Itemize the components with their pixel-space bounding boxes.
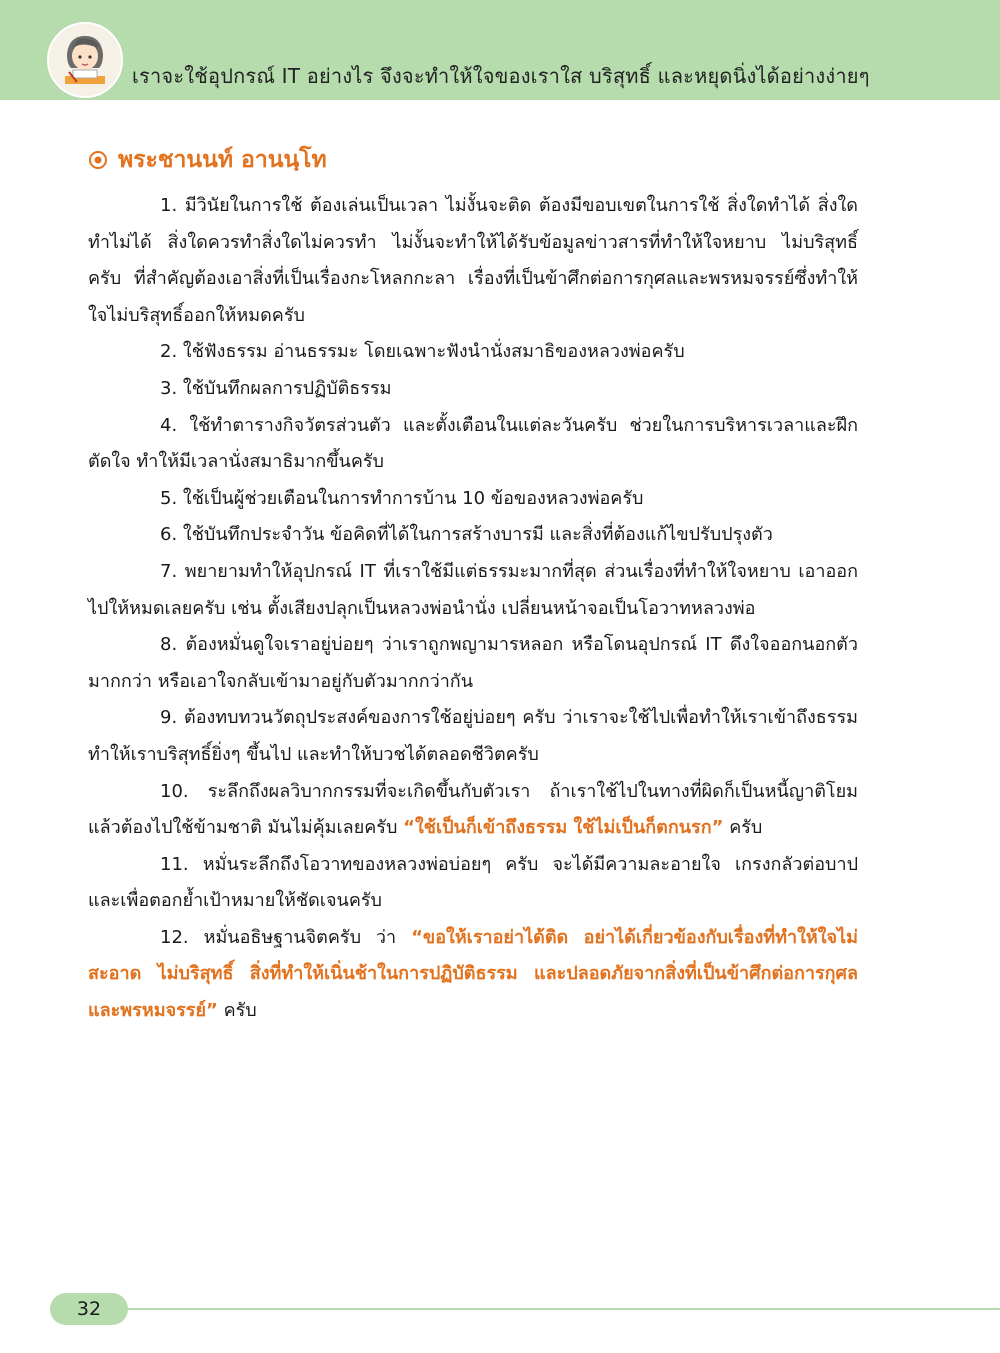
list-item: 4. ใช้ทำตารางกิจวัตรส่วนตัว และตั้งเตือนในแต่ละวันครับ ช่วยในการบริหารเวลาและฝึกตัดใจ ทำให้มีเวลานั่งสมาธิมากขึ้นครับ xyxy=(88,414,858,473)
list-item: 1. มีวินัยในการใช้ ต้องเล่นเป็นเวลา ไม่งั้นจะติด ต้องมีขอบเขตในการใช้ สิ่งใดทำได้ สิ่งใดทำไม่ได้ สิ่งใดควรทำสิ่งใดไม่ควรทำ ไม่งั้นจะทำให้ได้รับข้อมูลข่าวสารที่ทำให้ใจหยาบ ไม่บริสุทธิ์ครับ ที่สำคัญต้องเอาสิ่งที่เป็นเรื่องกะโหลกกะลา เรื่องที่เป็นข้าศึกต่อการกุศลและพรหมจรรย์ซึ่งทำให้ใจไม่บริสุทธิ์ออกให้หมดครับ xyxy=(88,195,858,326)
main-content xyxy=(88,140,858,1030)
cartoon-girl-reading-icon xyxy=(47,22,123,98)
highlight-quote: “ใช้เป็นก็เข้าถึงธรรม ใช้ไม่เป็นก็ตกนรก” xyxy=(403,817,724,839)
list-item: 12. หมั่นอธิษฐานจิตครับ ว่า “ขอให้เราอย่าได้ติด อย่าได้เกี่ยวข้องกับเรื่องที่ทำให้ใจไม่สะอาด ไม่บริสุทธิ์ สิ่งที่ทำให้เนิ่นช้าในการปฏิบัติธรรม และปลอดภัยจากสิ่งที่เป็นข้าศึกต่อการกุศลและพรหมจรรย์” ครับ xyxy=(88,926,858,1022)
list-item: 10. ระลึกถึงผลวิบากกรรมที่จะเกิดขึ้นกับตัวเรา ถ้าเราใช้ไปในทางที่ผิดก็เป็นหนี้ญาติโยม แล้วต้องไปใช้ข้ามชาติ มันไม่คุ้มเลยครับ “ใช้เป็นก็เข้าถึงธรรม ใช้ไม่เป็นก็ตกนรก” ครับ xyxy=(88,780,858,839)
section-heading xyxy=(88,140,858,180)
list-item: 2. ใช้ฟังธรรม อ่านธรรมะ โดยเฉพาะฟังนำนั่งสมาธิของหลวงพ่อครับ xyxy=(160,341,685,363)
highlight-quote: “ขอให้เราอย่าได้ติด อย่าได้เกี่ยวข้องกับเรื่องที่ทำให้ใจไม่สะอาด ไม่บริสุทธิ์ สิ่งที่ทำให้เนิ่นช้าในการปฏิบัติธรรม และปลอดภัยจากสิ่งที่เป็นข้าศึกต่อการกุศลและพรหมจรรย์” xyxy=(88,926,858,1022)
list-item: 8. ต้องหมั่นดูใจเราอยู่บ่อยๆ ว่าเราถูกพญามารหลอก หรือโดนอุปกรณ์ IT ดึงใจออกนอกตัวมากกว่า หรือเอาใจกลับเข้ามาอยู่กับตัวมากกว่ากัน xyxy=(88,634,858,692)
list-item: 3. ใช้บันทึกผลการปฏิบัติธรรม xyxy=(160,377,392,399)
section-title: พระชานนท์ อานนฺโท xyxy=(118,147,327,173)
list-item: 6. ใช้บันทึกประจำวัน ข้อคิดที่ได้ในการสร้างบารมี และสิ่งที่ต้องแก้ไขปรับปรุงตัว xyxy=(160,524,773,546)
list-item: 9. ต้องทบทวนวัตถุประสงค์ของการใช้อยู่บ่อยๆ ครับ ว่าเราจะใช้ไปเพื่อทำให้เราเข้าถึงธรรม ทำให้เราบริสุทธิ์ยิ่งๆ ขึ้นไป และทำให้บวชได้ตลอดชีวิตครับ xyxy=(88,707,858,765)
footer-divider xyxy=(118,1308,1000,1310)
list-item: 5. ใช้เป็นผู้ช่วยเตือนในการทำการบ้าน 10 ข้อของหลวงพ่อครับ xyxy=(160,487,644,509)
double-circle-bullet-icon xyxy=(88,150,108,170)
page-header-title: เราจะใช้อุปกรณ์ IT อย่างไร จึงจะทำให้ใจของเราใส บริสุทธิ์ และหยุดนิ่งได้อย่างง่ายๆ xyxy=(132,64,870,88)
page-number: 32 xyxy=(50,1293,128,1325)
list-item: 7. พยายามทำให้อุปกรณ์ IT ที่เราใช้มีแต่ธรรมะมากที่สุด ส่วนเรื่องที่ทำให้ใจหยาบ เอาออกไปให้หมดเลยครับ เช่น ตั้งเสียงปลุกเป็นหลวงพ่อนำนั่ง เปลี่ยนหน้าจอเป็นโอวาทหลวงพ่อ xyxy=(88,560,858,619)
list-item: 11. หมั่นระลึกถึงโอวาทของหลวงพ่อบ่อยๆ ครับ จะได้มีความละอายใจ เกรงกลัวต่อบาป และเพื่อตอกย้ำเป้าหมายให้ชัดเจนครับ xyxy=(88,853,858,912)
